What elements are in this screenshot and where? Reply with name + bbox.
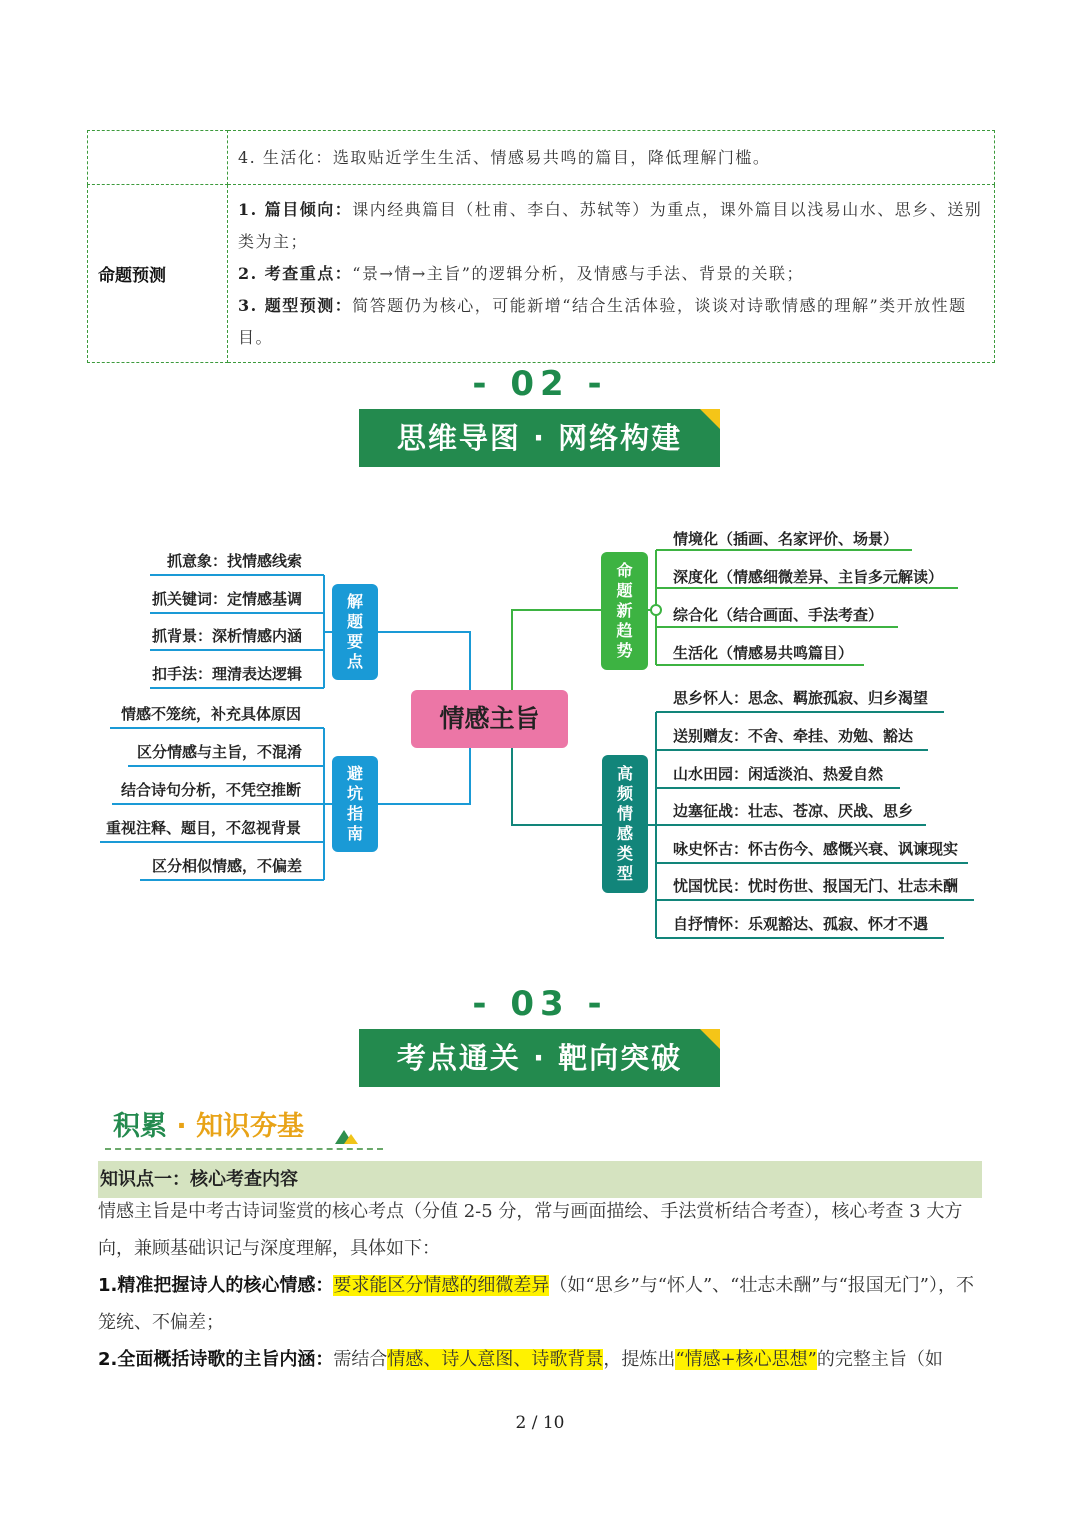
section-number-03: - 03 - bbox=[472, 984, 608, 1024]
mind-map-leaf: 深度化（情感细微差异、主旨多元解读） bbox=[673, 568, 944, 586]
mind-map-leaf: 自抒情怀：乐观豁达、孤寂、怀才不遇 bbox=[673, 915, 929, 933]
branch-new-trends: 命题新趋势 bbox=[601, 552, 648, 670]
branch-emotion-types: 高频情感类型 bbox=[602, 755, 648, 893]
prediction-table bbox=[87, 130, 995, 363]
knowledge-point-2: 2.全面概括诗歌的主旨内涵：需结合情感、诗人意图、诗歌背景，提炼出“情感+核心思想”的完整主旨（如 bbox=[98, 1349, 943, 1370]
banner-corner-icon bbox=[700, 1029, 720, 1049]
prediction-item: 1. 篇目倾向：课内经典篇目（杜甫、李白、苏轼等）为重点，课外篇目以浅易山水、思乡、送别类为主； bbox=[238, 199, 983, 251]
mind-map-leaf: 区分相似情感，不偏差 bbox=[152, 857, 303, 875]
mind-map-leaf: 重视注释、题目，不忽视背景 bbox=[106, 819, 302, 837]
branch-solving-points: 解题要点 bbox=[332, 584, 378, 680]
table-label-empty bbox=[88, 131, 228, 185]
accumulation-heading: 积累 · 知识夯基 bbox=[113, 1111, 305, 1142]
table-cell-prediction bbox=[228, 185, 995, 363]
section-banner-02 bbox=[359, 409, 720, 467]
mind-map-leaf: 送别赠友：不舍、牵挂、劝勉、豁达 bbox=[673, 727, 914, 745]
mind-map-leaf: 抓意象：找情感线索 bbox=[167, 552, 303, 570]
prediction-item: 3. 题型预测：简答题仍为核心，可能新增“结合生活体验，谈谈对诗歌情感的理解”类开放性题目。 bbox=[238, 295, 967, 347]
knowledge-point-1: 1.精准把握诗人的核心情感：要求能区分情感的细微差异（如“思乡”与“怀人”、“壮志未酬”与“报国无门”），不笼统、不偏差； bbox=[98, 1275, 974, 1333]
mind-map-leaf: 抓背景：深析情感内涵 bbox=[152, 627, 303, 645]
page-number: 2 / 10 bbox=[515, 1413, 565, 1433]
mind-map-leaf: 山水田园：闲适淡泊、热爱自然 bbox=[673, 765, 884, 783]
mind-map-center: 情感主旨 bbox=[411, 690, 568, 748]
banner-corner-icon bbox=[700, 409, 720, 429]
mind-map-leaf: 结合诗句分析，不凭空推断 bbox=[121, 781, 302, 799]
table-label-prediction: 命题预测 bbox=[88, 185, 228, 363]
mind-map-leaf: 抓关键词：定情感基调 bbox=[152, 590, 303, 608]
section-banner-03 bbox=[359, 1029, 720, 1087]
knowledge-intro: 情感主旨是中考古诗词鉴赏的核心考点（分值 2-5 分，常与画面描绘、手法赏析结合考查），核心考查 3 大方向，兼顾基础识记与深度理解，具体如下： bbox=[98, 1201, 963, 1259]
divider bbox=[105, 1148, 383, 1150]
mind-map-leaf: 边塞征战：壮志、苍凉、厌战、思乡 bbox=[673, 802, 914, 820]
mountain-small-icon bbox=[344, 1134, 358, 1144]
mind-map-leaf: 情境化（插画、名家评价、场景） bbox=[673, 530, 899, 548]
mind-map-leaf: 生活化（情感易共鸣篇目） bbox=[673, 644, 854, 662]
prediction-item: 2. 考查重点：“景→情→主旨”的逻辑分析，及情感与手法、背景的关联； bbox=[238, 263, 804, 283]
branch-pitfall-guide: 避坑指南 bbox=[332, 756, 378, 852]
mind-map-leaf: 情感不笼统，补充具体原因 bbox=[121, 705, 302, 723]
mind-map-leaf: 区分情感与主旨，不混淆 bbox=[137, 743, 303, 761]
mind-map-leaf: 咏史怀古：怀古伤今、感慨兴衰、讽谏现实 bbox=[673, 840, 959, 858]
section-number-02: - 02 - bbox=[472, 364, 608, 404]
mind-map-leaf: 扣手法：理清表达逻辑 bbox=[152, 665, 303, 683]
section-title-02: 思维导图 · 网络构建 bbox=[396, 421, 683, 455]
mind-map-leaf: 思乡怀人：思念、羁旅孤寂、归乡渴望 bbox=[673, 689, 929, 707]
knowledge-point-heading: 知识点一：核心考查内容 bbox=[98, 1161, 982, 1198]
mind-map-leaf: 忧国忧民：忧时伤世、报国无门、壮志未酬 bbox=[673, 877, 959, 895]
mind-map-leaf: 综合化（结合画面、手法考查） bbox=[673, 606, 884, 624]
mind-map bbox=[0, 500, 1080, 950]
section-title-03: 考点通关 · 靶向突破 bbox=[396, 1041, 683, 1075]
table-cell-lifestyle: 4. 生活化：选取贴近学生生活、情感易共鸣的篇目，降低理解门槛。 bbox=[228, 131, 995, 185]
